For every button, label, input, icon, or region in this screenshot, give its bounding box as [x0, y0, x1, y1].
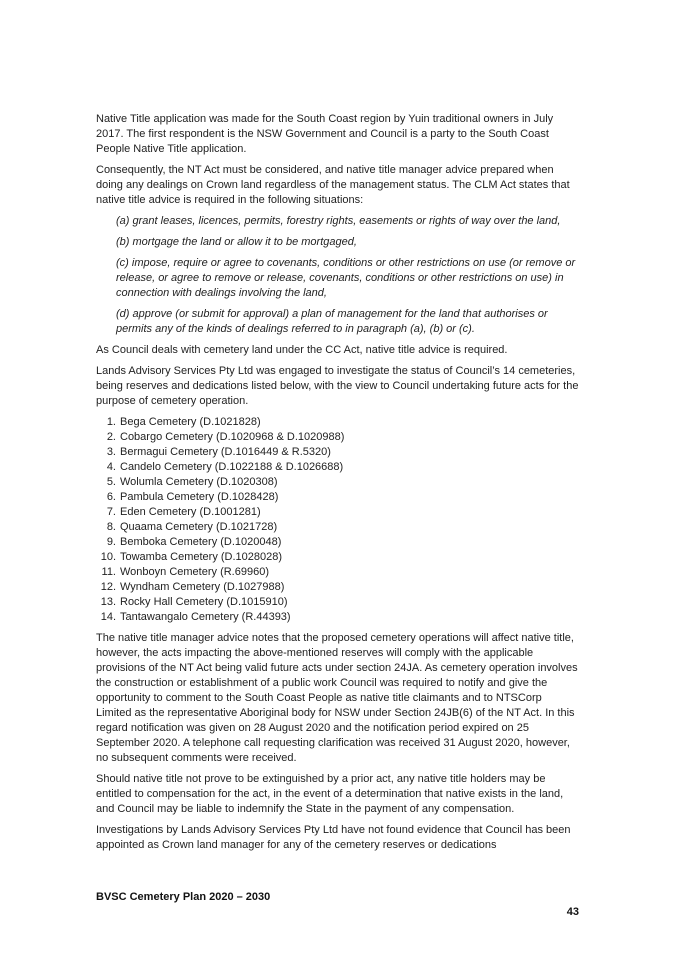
paragraph-investigations: Investigations by Lands Advisory Services Pty Ltd have not found evidence that Council has been appointed as Crown land manager for any of the cemetery reserves or dedications: [96, 824, 571, 851]
list-item: [96, 535, 580, 550]
list-item: [96, 610, 580, 625]
list-number: 2.: [106, 431, 116, 443]
list-item: [96, 565, 580, 580]
list-text: Tantawangalo Cemetery (R.44393): [120, 611, 291, 623]
list-item: [96, 595, 580, 610]
page-number: 43: [566, 906, 579, 918]
list-item: [96, 415, 580, 430]
list-number: 3.: [106, 446, 116, 458]
list-item: [96, 430, 580, 445]
quote-item: (a) grant leases, licences, permits, forestry rights, easements or rights of way over the land,: [116, 215, 561, 227]
list-number: 7.: [106, 506, 116, 518]
list-text: Pambula Cemetery (D.1028428): [120, 491, 279, 503]
list-number: 14.: [100, 611, 116, 623]
cemetery-list: [96, 415, 580, 625]
list-number: 6.: [106, 491, 116, 503]
footer-title: BVSC Cemetery Plan 2020 – 2030: [96, 891, 271, 903]
list-number: 12.: [100, 581, 116, 593]
quote-item: (d) approve (or submit for approval) a plan of management for the land that authorises or permits any of the kinds of dealings referred to in paragraph (a), (b) or (c).: [116, 308, 548, 335]
list-text: Rocky Hall Cemetery (D.1015910): [120, 596, 288, 608]
list-text: Bega Cemetery (D.1021828): [120, 416, 261, 428]
list-item: [96, 460, 580, 475]
list-number: 5.: [106, 476, 116, 488]
list-text: Wolumla Cemetery (D.1020308): [120, 476, 278, 488]
list-item: [96, 475, 580, 490]
list-text: Cobargo Cemetery (D.1020968 & D.1020988): [120, 431, 345, 443]
list-number: 1.: [106, 416, 116, 428]
paragraph-native-title-manager-advice: The native title manager advice notes that the proposed cemetery operations will affect native title, however, the acts impacting the above-mentioned reserves will comply with the applicable provisions of the NT Act being valid future acts under section 24JA. As cemetery operation involves the construction or establishment of a public work Council was required to notify and give the opportunity to comment to the South Coast People as native title claimants and to NTSCorp Limited as the representative Aboriginal body for NSW under Section 24JB(6) of the NT Act. In this regard notification was given on 28 August 2020 and the notification period expired on 25 September 2020. A telephone call requesting clarification was received 31 August 2020, however, no subsequent comments were received.: [96, 632, 578, 764]
list-number: 4.: [106, 461, 116, 473]
list-number: 9.: [106, 536, 116, 548]
paragraph-cc-act: As Council deals with cemetery land under the CC Act, native title advice is required.: [96, 344, 508, 356]
list-text: Bemboka Cemetery (D.1020048): [120, 536, 282, 548]
list-text: Bermagui Cemetery (D.1016449 & R.5320): [120, 446, 331, 458]
list-text: Candelo Cemetery (D.1022188 & D.1026688): [120, 461, 344, 473]
paragraph-native-title-application: Native Title application was made for the South Coast region by Yuin traditional owners in July 2017. The first respondent is the NSW Government and Council is a party to the South Coast People Native Title application.: [96, 113, 554, 155]
list-item: [96, 580, 580, 595]
paragraph-lands-advisory: Lands Advisory Services Pty Ltd was engaged to investigate the status of Council’s 14 cemeteries, being reserves and dedications listed below, with the view to Council undertaking future acts for the purpose of cemetery operation.: [96, 365, 579, 407]
list-item: [96, 520, 580, 535]
list-item: [96, 505, 580, 520]
quote-item: (b) mortgage the land or allow it to be mortgaged,: [116, 236, 357, 248]
paragraph-compensation: Should native title not prove to be extinguished by a prior act, any native title holders may be entitled to compensation for the act, in the event of a determination that native exists in the land, and Council may be liable to indemnify the State in the payment of any compensation.: [96, 773, 564, 815]
page-body: [96, 112, 580, 859]
list-number: 8.: [106, 521, 116, 533]
quote-item: (c) impose, require or agree to covenants, conditions or other restrictions on use (or remove or release, or agree to remove or release, covenants, conditions or other restrictions on use) in connection with dealings involving the land,: [116, 257, 576, 299]
list-number: 10.: [100, 551, 116, 563]
list-text: Towamba Cemetery (D.1028028): [120, 551, 283, 563]
paragraph-nt-act: Consequently, the NT Act must be considered, and native title manager advice prepared when doing any dealings on Crown land regardless of the management status. The CLM Act states that native title advice is required in the following situations:: [96, 164, 570, 206]
list-number: 13.: [100, 596, 116, 608]
list-item: [96, 550, 580, 565]
list-text: Wonboyn Cemetery (R.69960): [120, 566, 269, 578]
list-item: [96, 490, 580, 505]
list-text: Quaama Cemetery (D.1021728): [120, 521, 278, 533]
list-text: Eden Cemetery (D.1001281): [120, 506, 261, 518]
list-item: [96, 445, 580, 460]
list-number: 11.: [101, 566, 116, 578]
list-text: Wyndham Cemetery (D.1027988): [120, 581, 285, 593]
